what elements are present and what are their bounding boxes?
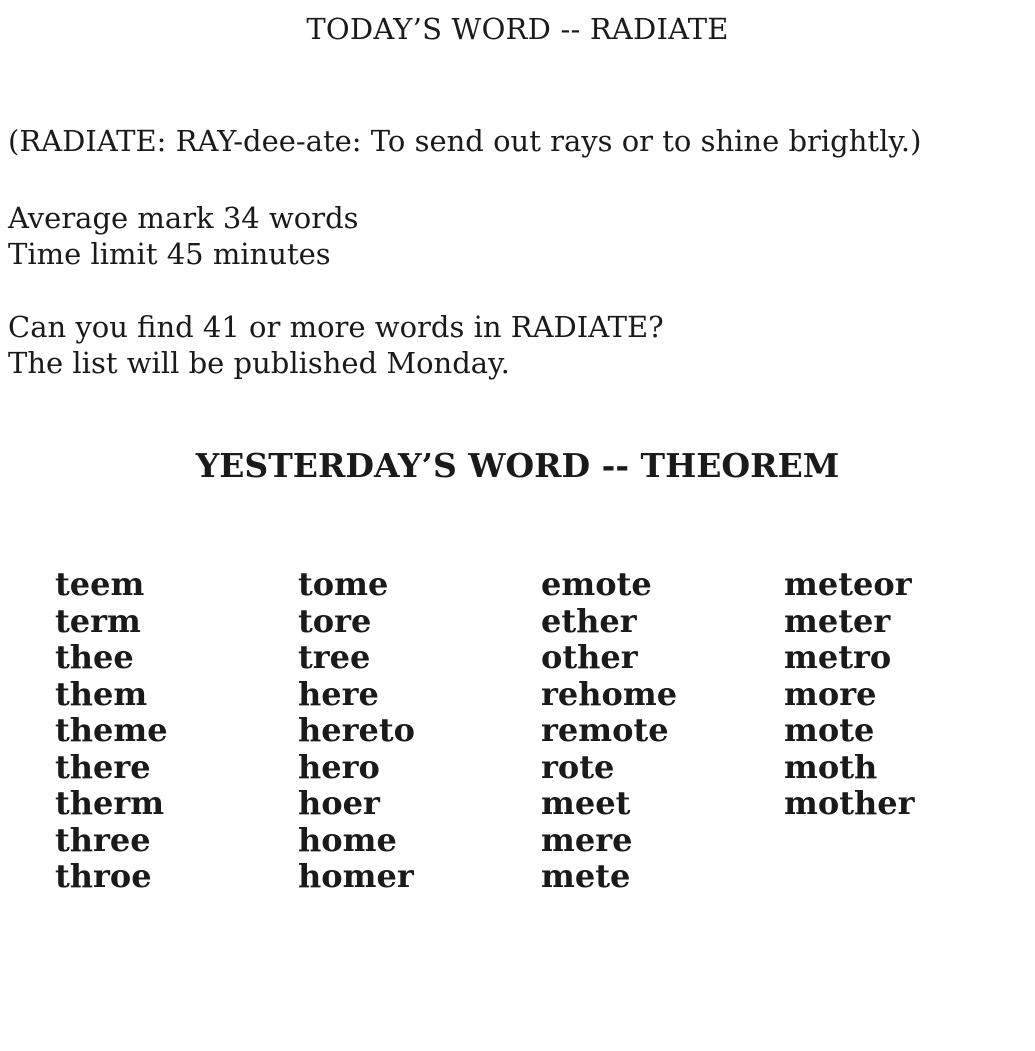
- list-item: three: [55, 820, 151, 859]
- word-column-3: [541, 566, 781, 895]
- yesterdays-word-title: YESTERDAY’S WORD -- THEOREM: [195, 446, 840, 485]
- word-definition: [8, 123, 921, 159]
- list-item: them: [55, 674, 148, 713]
- list-item: tore: [298, 601, 372, 640]
- list-item: rehome: [541, 674, 678, 713]
- word-column-4: [784, 566, 1024, 822]
- list-item: ether: [541, 601, 637, 640]
- list-item: meet: [541, 784, 631, 822]
- list-item: rote: [541, 747, 615, 786]
- list-item: here: [298, 674, 379, 713]
- list-item: throe: [55, 857, 152, 895]
- list-item: teem: [55, 565, 145, 603]
- word-list: [55, 566, 1015, 906]
- word-column-1: [55, 566, 295, 895]
- list-item: homer: [298, 857, 414, 895]
- list-item: theme: [55, 711, 168, 749]
- list-item: tome: [298, 565, 389, 603]
- list-item: tree: [298, 638, 371, 676]
- list-item: mother: [784, 784, 915, 822]
- list-item: term: [55, 601, 141, 640]
- list-item: thee: [55, 638, 134, 676]
- list-item: hoer: [298, 784, 380, 822]
- challenge-question: Can you find 41 or more words in RADIATE?: [8, 310, 664, 344]
- list-item: therm: [55, 784, 165, 822]
- list-item: mote: [784, 711, 875, 749]
- list-item: metro: [784, 638, 892, 676]
- todays-word-title: TODAY’S WORD -- RADIATE: [306, 12, 729, 46]
- list-item: meter: [784, 601, 891, 640]
- publish-note: The list will be published Monday.: [8, 346, 510, 380]
- time-limit: Time limit 45 minutes: [8, 237, 331, 271]
- list-item: moth: [784, 747, 878, 786]
- list-item: hero: [298, 747, 380, 786]
- challenge-text: [8, 309, 664, 381]
- definition-text: (RADIATE: RAY-dee-ate: To send out rays or to shine brightly.): [8, 124, 922, 158]
- word-column-2: [298, 566, 538, 895]
- average-mark: Average mark 34 words: [8, 201, 359, 235]
- list-item: more: [784, 674, 877, 713]
- list-item: emote: [541, 565, 652, 603]
- list-item: mere: [541, 820, 633, 859]
- list-item: hereto: [298, 711, 415, 749]
- puzzle-stats: [8, 200, 359, 272]
- list-item: meteor: [784, 565, 912, 603]
- list-item: remote: [541, 711, 669, 749]
- list-item: other: [541, 638, 638, 676]
- list-item: there: [55, 747, 151, 786]
- list-item: home: [298, 820, 397, 859]
- list-item: mete: [541, 857, 631, 895]
